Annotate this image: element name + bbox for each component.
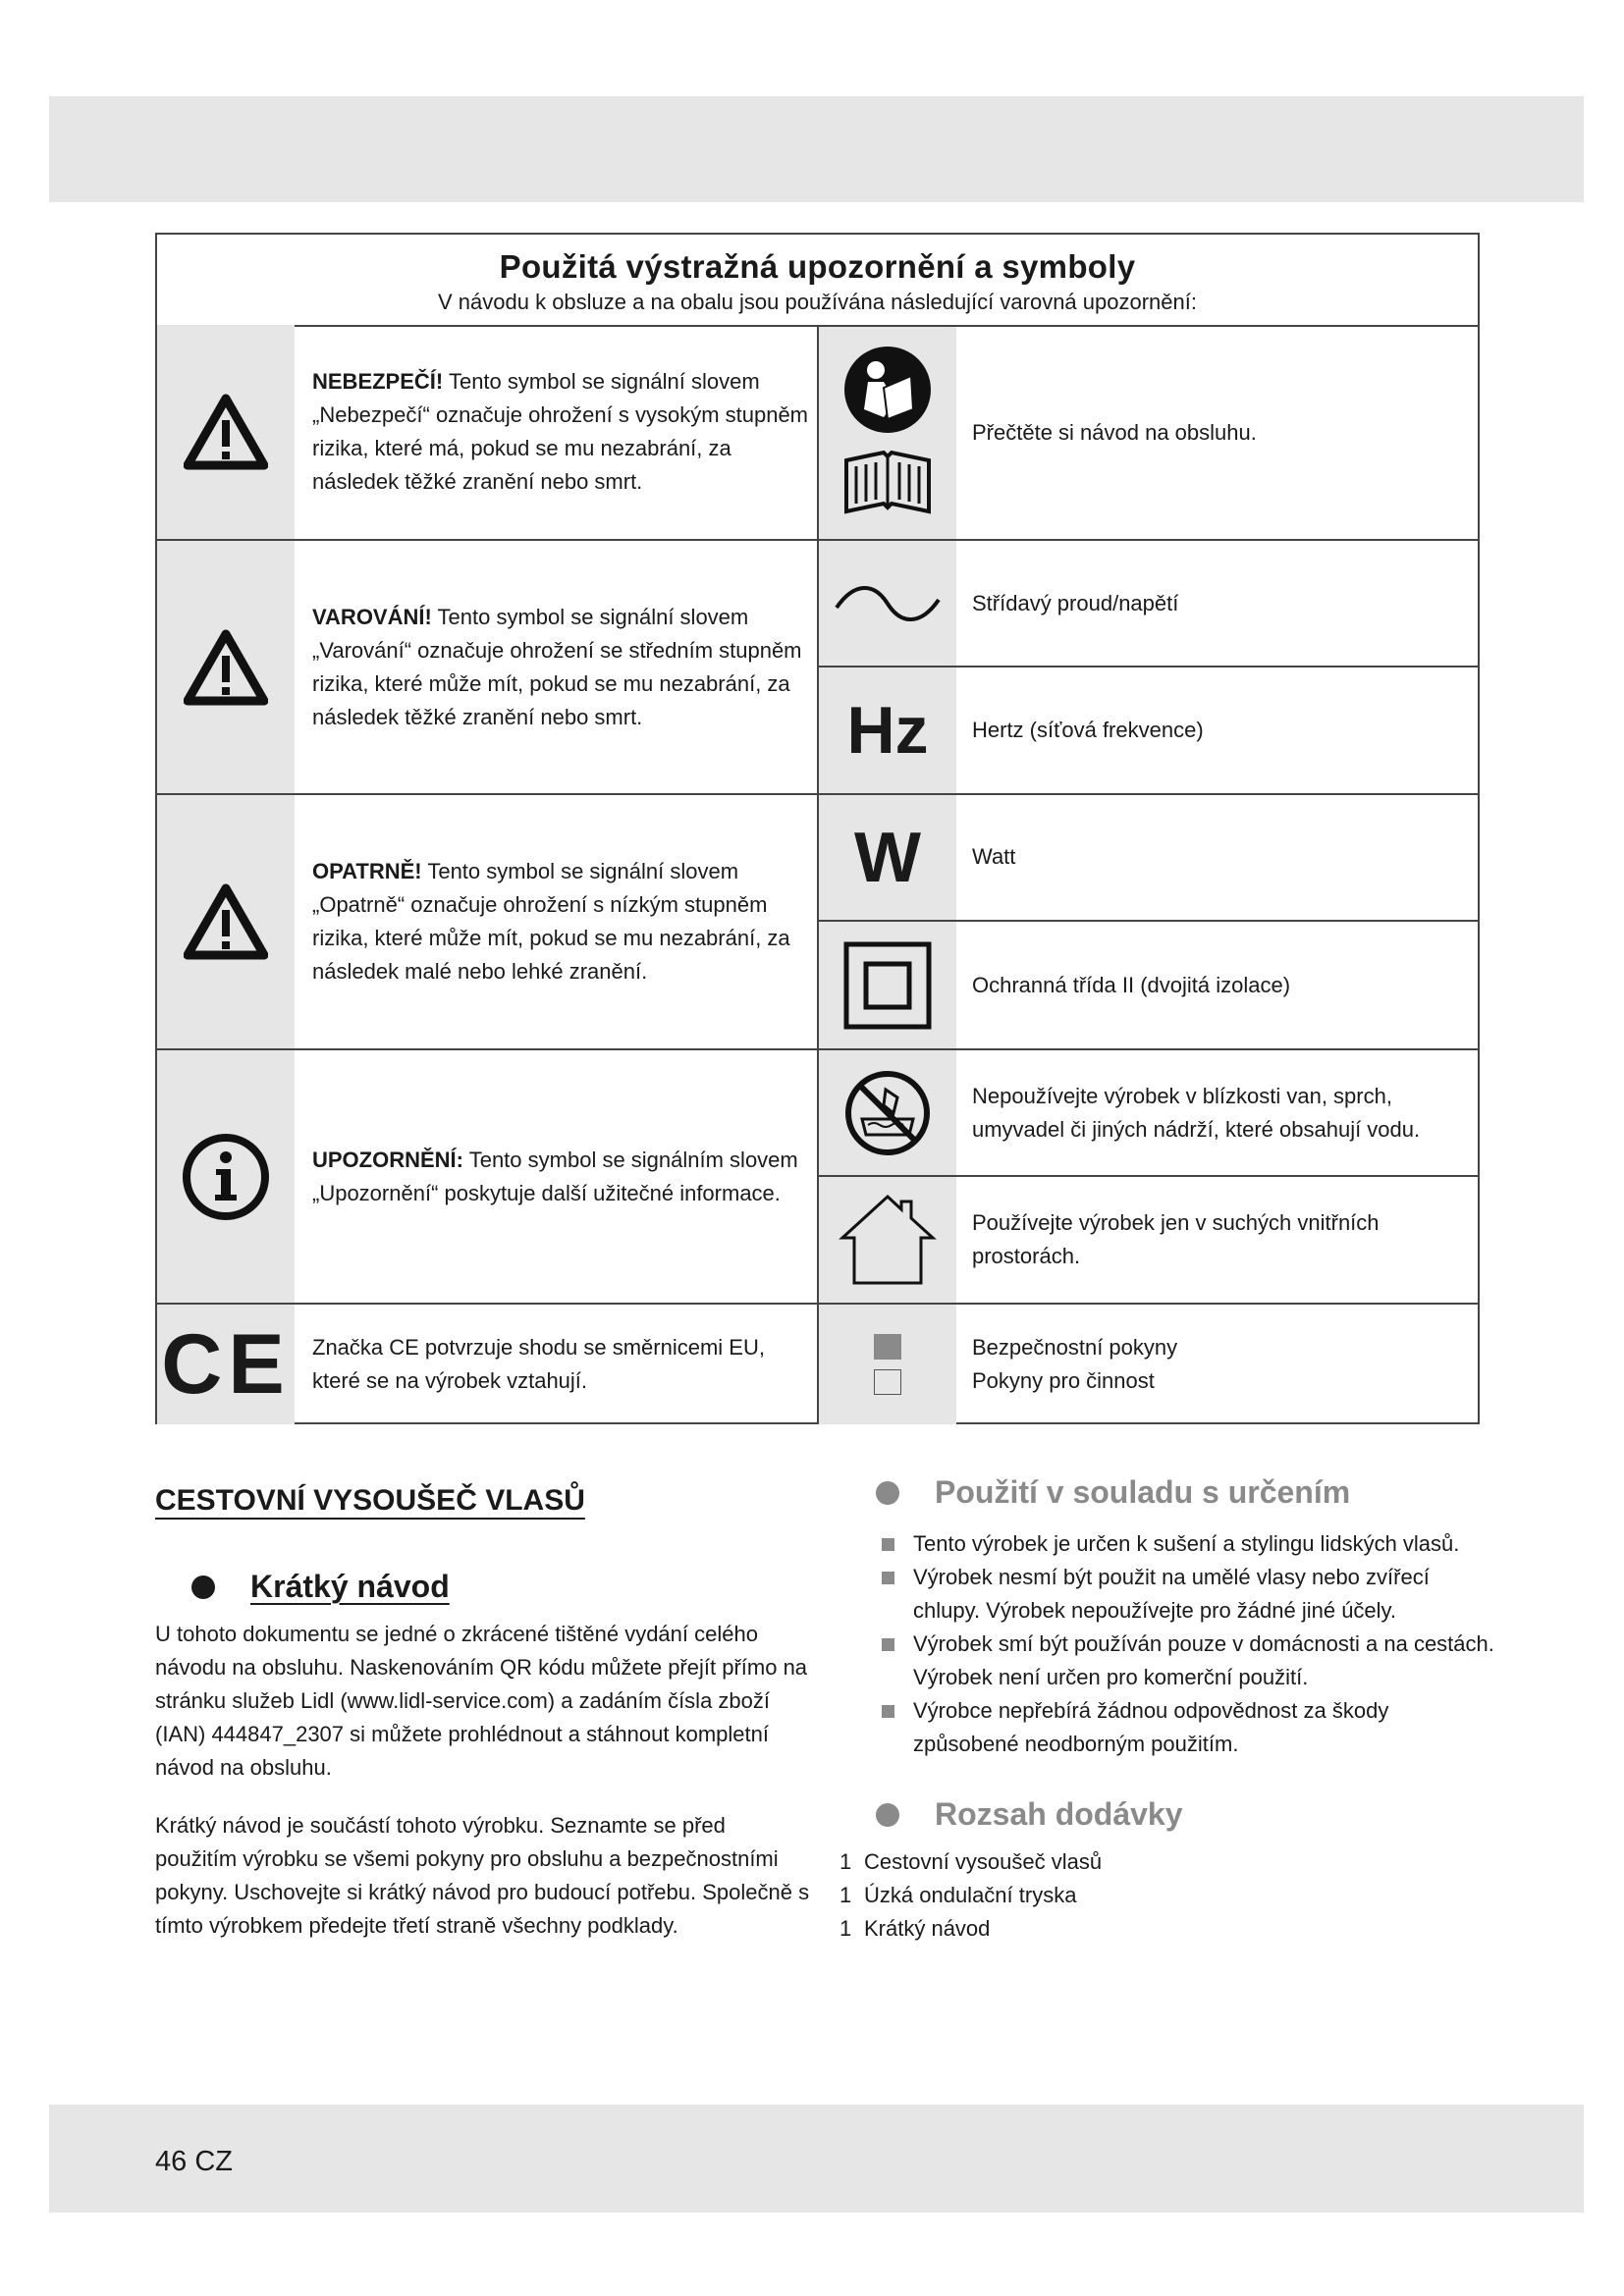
warning-keyword: VAROVÁNÍ! [312,604,432,629]
intended-use-list [866,1527,1494,1761]
page-number: 46 CZ [155,2146,233,2177]
cell-hertz [819,666,1480,793]
read-manual-text: Přečtěte si návod na obsluhu. [972,420,1257,445]
indoor-text: Používejte výrobek jen v suchých vnitřních prostorách. [972,1210,1380,1268]
alternating-current-icon [819,541,956,666]
watt-icon: W [819,795,956,920]
table-subtitle: V návodu k obsluze a na obalu jsou používána následující varovná upozornění: [438,290,1197,314]
footer-band [49,2105,1584,2213]
warning-triangle-icon [157,795,295,1048]
short-guide-para1: U tohoto dokumentu se jedné o zkrácené tištěné vydání celého návodu na obsluhu. Naskenováním QR kódu můžete přejít přímo na stránku služeb Lidl (www.lidl-service.com) a zadáním čísla zboží (IAN) 444847_2307 si můžete prohlédnout a stáhnout kompletní návod na obsluhu. [155,1622,808,1780]
cell-protection-class [819,920,1480,1048]
alternating-current-text: Střídavý proud/napětí [972,590,1179,615]
cell-legend [819,1303,1480,1424]
list-item: Výrobek smí být používán pouze v domácnosti a na cestách. Výrobek není určen pro komerční použití. [866,1628,1494,1694]
warning-triangle-icon [157,541,295,793]
notice-keyword: UPOZORNĚNÍ: [312,1147,463,1172]
legend-action-text: Pokyny pro činnost [972,1368,1155,1393]
ce-mark-icon: CE [157,1305,295,1424]
safety-square-icon [874,1334,901,1360]
main-heading: CESTOVNÍ VYSOUŠEČ VLASŮ [155,1484,585,1517]
scope-heading: Rozsah dodávky [876,1796,1183,1833]
list-item: 1 Úzká ondulační tryska [839,1883,1077,1907]
no-water-text: Nepoužívejte výrobek v blízkosti van, sprch, umyvadel či jiných nádrží, které obsahují vodu. [972,1083,1421,1142]
squares-legend-icon [819,1305,956,1424]
hertz-text: Hertz (síťová frekvence) [972,718,1204,742]
square-bullet-icon [882,1638,894,1651]
cell-alternating-current [819,539,1480,666]
action-square-icon [874,1369,901,1395]
short-guide-para2: Krátký návod je součástí tohoto výrobku. Seznamte se před použitím výrobku se všemi pokyny pro obsluhu a bezpečnostními pokyny. Uschovejte si krátký návod pro budoucí potřebu. Společně s tímto výrobkem předejte třetí straně všechny podklady. [155,1813,810,1938]
warning-triangle-icon [157,325,295,539]
danger-text: Tento symbol se signální slovem „Nebezpečí“ označuje ohrožení s vysokým stupněm rizika, které má, pokud se mu nezabrání, za následek těžké zranění nebo smrt. [312,369,809,494]
read-manual-icon [819,327,956,539]
bullet-dot-icon [876,1481,899,1505]
notice-text: Tento symbol se signálním slovem „Upozornění“ poskytuje další užitečné informace. [312,1147,798,1205]
ce-text: Značka CE potvrzuje shodu se směrnicemi EU, které se na výrobek vztahují. [312,1335,765,1393]
warning-text: Tento symbol se signální slovem „Varování“ označuje ohrožení se středním stupněm rizika, které může mít, pokud se mu nezabrání, za následek těžké zranění nebo smrt. [312,604,802,729]
bullet-dot-icon [191,1575,215,1599]
caution-keyword: OPATRNĚ! [312,859,422,883]
square-bullet-icon [882,1572,894,1584]
symbols-table [155,233,1480,1424]
list-item: Výrobce nepřebírá žádnou odpovědnost za škody způsobené neodborným použitím. [866,1694,1494,1761]
list-item: 1 Cestovní vysoušeč vlasů [839,1849,1103,1874]
list-item: Výrobek nesmí být použit na umělé vlasy nebo zvířecí chlupy. Výrobek nepoužívejte pro žádné jiné účely. [866,1561,1494,1628]
cell-no-water [819,1048,1480,1175]
caution-text: Tento symbol se signální slovem „Opatrně“ označuje ohrožení s nízkým stupněm rizika, které může mít, pokud se mu nezabrání, za následek malé nebo lehké zranění. [312,859,790,984]
cell-watt [819,793,1480,920]
table-header [157,235,1478,327]
no-water-icon [819,1050,956,1175]
table-title: Použitá výstražná upozornění a symboly [499,248,1136,285]
square-bullet-icon [882,1538,894,1551]
list-item: Tento výrobek je určen k sušení a stylingu lidských vlasů. [866,1527,1494,1561]
danger-keyword: NEBEZPEČÍ! [312,369,444,394]
protection-class-text: Ochranná třída II (dvojitá izolace) [972,972,1291,997]
cell-indoor [819,1175,1480,1303]
square-bullet-icon [882,1705,894,1718]
scope-list [839,1845,1468,1946]
intended-use-heading: Použití v souladu s určením [876,1474,1350,1511]
legend-safety-text: Bezpečnostní pokyny [972,1335,1178,1360]
header-band [49,96,1584,202]
short-guide-heading: Krátký návod [191,1569,450,1605]
hertz-icon: Hz [819,667,956,793]
cell-read-manual [819,327,1480,539]
info-icon [157,1050,295,1303]
indoor-house-icon [819,1177,956,1303]
bullet-dot-icon [876,1803,899,1827]
protection-class-ii-icon [819,922,956,1048]
list-item: 1 Krátký návod [839,1916,991,1941]
watt-text: Watt [972,844,1016,869]
